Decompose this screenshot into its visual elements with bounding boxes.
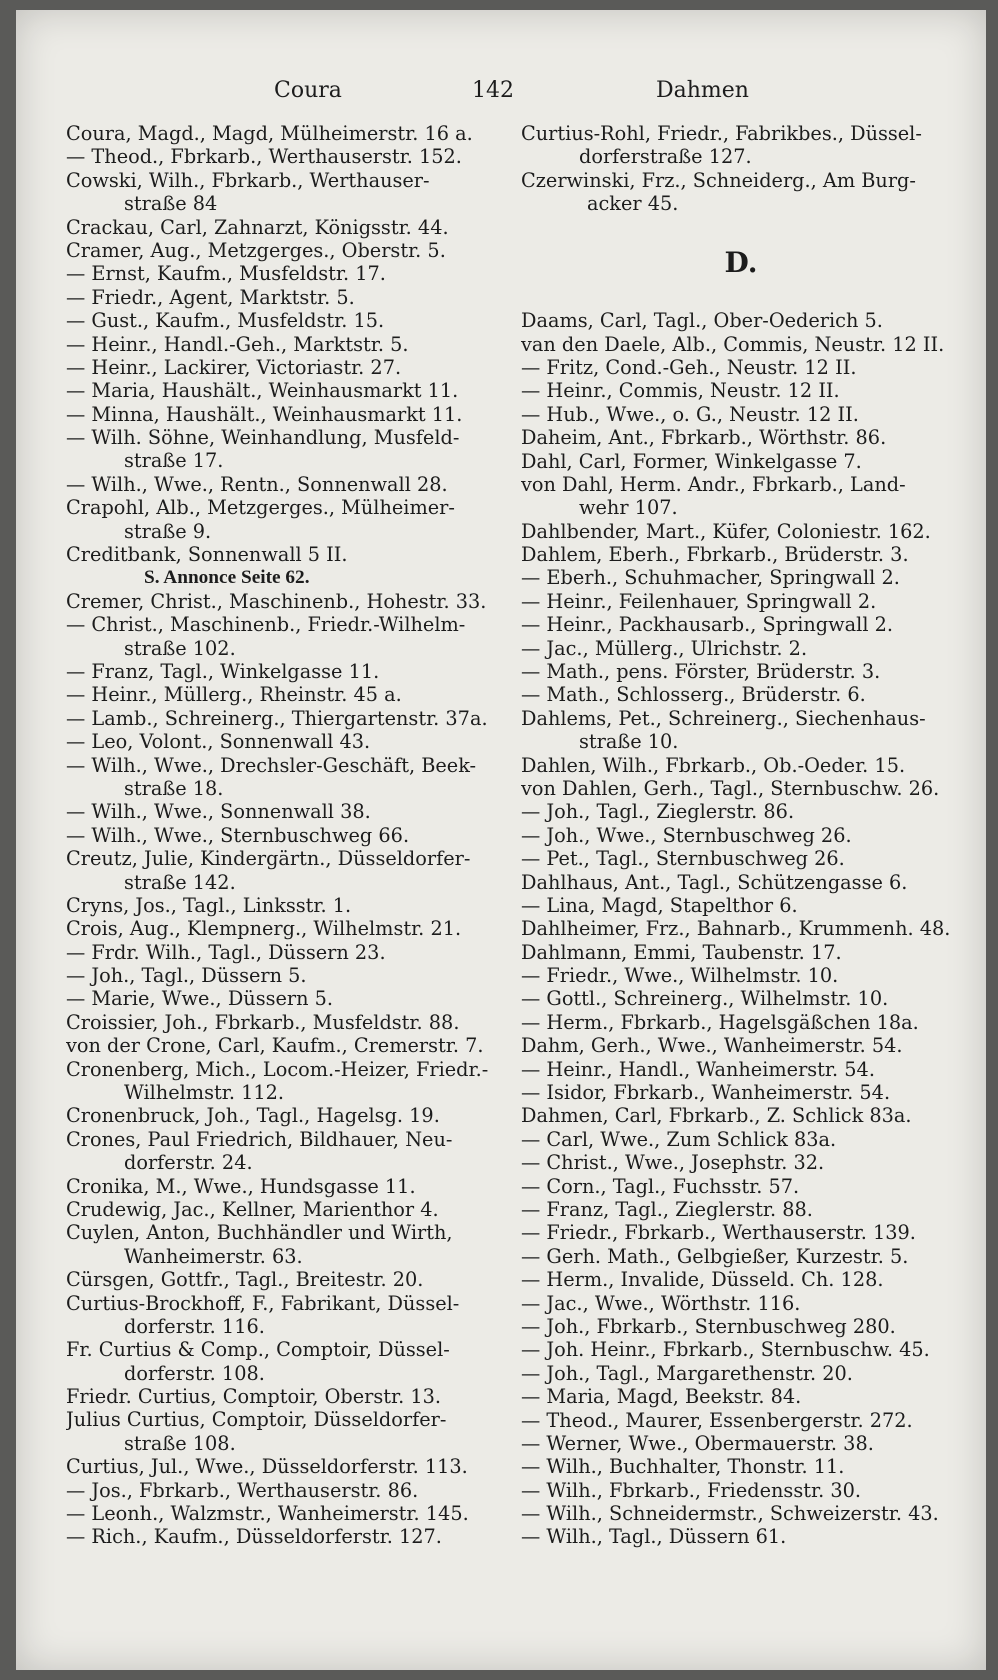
page-header [16,70,986,110]
advertisement-reference: S. Annonce Seite 62. [144,567,310,589]
directory-entry: Dahlen, Wilh., Fbrkarb., Ob.-Oeder. 15. [521,753,906,777]
directory-entry: — Heinr., Müllerg., Rheinstr. 45 a. [66,683,402,707]
directory-entry: — Maria, Magd, Beekstr. 84. [521,1385,802,1409]
directory-entry: Cronenbruck, Joh., Tagl., Hagelsg. 19. [66,1104,440,1128]
directory-entry: Cürsgen, Gottfr., Tagl., Breitestr. 20. [66,1268,424,1292]
directory-entry: — Herm., Invalide, Düsseld. Ch. 128. [521,1268,884,1292]
directory-page [16,10,986,1670]
directory-entry: — Jac., Müllerg., Ulrichstr. 2. [521,636,808,660]
directory-entry: — Theod., Fbrkarb., Werthauserstr. 152. [66,145,462,169]
directory-entry: — Eberh., Schuhmacher, Springwall 2. [521,566,900,590]
directory-entry: — Heinr., Lackirer, Victoriastr. 27. [66,355,402,379]
directory-entry: Friedr. Curtius, Comptoir, Oberstr. 13. [66,1385,442,1409]
directory-entry: van den Daele, Alb., Commis, Neustr. 12 II. [521,332,945,356]
directory-entry: Crackau, Carl, Zahnarzt, Königsstr. 44. [66,215,449,239]
directory-entry: — Heinr., Handl.-Geh., Marktstr. 5. [66,332,409,356]
directory-entry: — Theod., Maurer, Essenbergerstr. 272. [521,1408,913,1432]
directory-entry: — Math., pens. Förster, Brüderstr. 3. [521,660,881,684]
directory-entry: — Wilh., Fbrkarb., Friedensstr. 30. [521,1478,861,1502]
directory-entry: Cronenberg, Mich., Locom.-Heizer, Friedr.- [66,1057,489,1081]
header-left-keyword: Coura [274,78,342,103]
directory-entry: — Christ., Wwe., Josephstr. 32. [521,1151,825,1175]
directory-entry: — Heinr., Feilenhauer, Springwall 2. [521,589,877,613]
entry-continuation: straße 10. [579,730,679,754]
entry-continuation: acker 45. [587,192,679,216]
directory-entry: Cramer, Aug., Metzgerges., Oberstr. 5. [66,238,446,262]
directory-entry: Crapohl, Alb., Metzgerges., Mülheimer- [66,496,455,520]
directory-entry: Curtius-Brockhoff, F., Fabrikant, Düssel- [66,1291,460,1315]
directory-entry: — Heinr., Packhausarb., Springwall 2. [521,613,894,637]
right-column [521,122,961,1549]
directory-entry: — Corn., Tagl., Fuchsstr. 57. [521,1174,800,1198]
directory-entry: Dahlem, Eberh., Fbrkarb., Brüderstr. 3. [521,543,909,567]
directory-entry: — Jac., Wwe., Wörthstr. 116. [521,1291,801,1315]
left-column [66,122,491,1549]
directory-entry: — Gottl., Schreinerg., Wilhelmstr. 10. [521,987,889,1011]
directory-entry: — Wilh., Buchhalter, Thonstr. 11. [521,1455,845,1479]
directory-entry: — Wilh., Wwe., Rentn., Sonnenwall 28. [66,472,448,496]
directory-entry: Creditbank, Sonnenwall 5 II. [66,543,348,567]
entry-continuation: straße 142. [124,870,236,894]
directory-entry: — Werner, Wwe., Obermauerstr. 38. [521,1431,874,1455]
entry-continuation: straße 17. [124,449,224,473]
directory-entry: — Jos., Fbrkarb., Werthauserstr. 86. [66,1478,419,1502]
header-right-keyword: Dahmen [656,78,749,103]
directory-entry: — Friedr., Fbrkarb., Werthauserstr. 139. [521,1221,916,1245]
directory-entry: Dahlems, Pet., Schreinerg., Siechenhaus- [521,706,926,730]
directory-entry: — Joh., Tagl., Zieglerstr. 86. [521,800,795,824]
directory-entry: Curtius-Rohl, Friedr., Fabrikbes., Düssel- [521,122,922,145]
directory-entry: von Dahl, Herm. Andr., Fbrkarb., Land- [521,472,906,496]
directory-entry: — Lamb., Schreinerg., Thiergartenstr. 37a. [66,706,488,730]
directory-entry: Dahlheimer, Frz., Bahnarb., Krummenh. 48. [521,917,951,941]
directory-entry: — Heinr., Handl., Wanheimerstr. 54. [521,1057,875,1081]
directory-entry: — Wilh., Schneidermstr., Schweizerstr. 43. [521,1502,939,1526]
directory-entry: — Ernst, Kaufm., Musfeldstr. 17. [66,262,386,286]
directory-entry: Crones, Paul Friedrich, Bildhauer, Neu- [66,1127,453,1151]
section-letter-heading: D. [724,245,758,279]
directory-entry: — Joh., Tagl., Düssern 5. [66,964,307,988]
entry-continuation: straße 9. [124,519,212,543]
directory-entry: — Math., Schlosserg., Brüderstr. 6. [521,683,866,707]
directory-entry: Dahm, Gerh., Wwe., Wanheimerstr. 54. [521,1034,903,1058]
directory-entry: Cremer, Christ., Maschinenb., Hohestr. 33. [66,589,487,613]
directory-entry: — Fritz, Cond.-Geh., Neustr. 12 II. [521,355,857,379]
directory-entry: — Pet., Tagl., Sternbuschweg 26. [521,847,845,871]
directory-entry: — Maria, Haushält., Weinhausmarkt 11. [66,379,459,403]
directory-entry: Czerwinski, Frz., Schneiderg., Am Burg- [521,168,916,192]
directory-entry: Dahlbender, Mart., Küfer, Coloniestr. 162. [521,519,931,543]
directory-entry: von Dahlen, Gerh., Tagl., Sternbuschw. 26. [521,776,940,800]
directory-entry: — Franz, Tagl., Winkelgasse 11. [66,659,380,683]
directory-entry: — Hub., Wwe., o. G., Neustr. 12 II. [521,402,859,426]
directory-entry: — Joh., Tagl., Margarethenstr. 20. [521,1361,853,1385]
directory-entry: — Friedr., Wwe., Wilhelmstr. 10. [521,964,839,988]
directory-entry: — Heinr., Commis, Neustr. 12 II. [521,379,840,403]
directory-entry: — Carl, Wwe., Zum Schlick 83a. [521,1127,837,1151]
entry-continuation: dorferstr. 108. [124,1361,265,1385]
directory-entry: Cowski, Wilh., Fbrkarb., Werthauser- [66,168,430,192]
directory-entry: Dahl, Carl, Former, Winkelgasse 7. [521,449,862,473]
directory-entry: — Rich., Kaufm., Düsseldorferstr. 127. [66,1525,442,1549]
directory-entry: Daheim, Ant., Fbrkarb., Wörthstr. 86. [521,426,887,450]
directory-entry: Fr. Curtius & Comp., Comptoir, Düssel- [66,1338,450,1362]
directory-entry: — Gust., Kaufm., Musfeldstr. 15. [66,309,385,333]
directory-entry: Crudewig, Jac., Kellner, Marienthor 4. [66,1197,439,1221]
entry-continuation: Wanheimerstr. 63. [124,1244,303,1268]
directory-entry: Dahlmann, Emmi, Taubenstr. 17. [521,940,842,964]
directory-entry: Julius Curtius, Comptoir, Düsseldorfer- [66,1408,447,1432]
directory-entry: — Joh., Wwe., Sternbuschweg 26. [521,823,852,847]
entry-continuation: straße 108. [124,1431,236,1455]
directory-entry: — Friedr., Agent, Marktstr. 5. [66,285,355,309]
page-number: 142 [472,78,514,103]
directory-entry: Coura, Magd., Magd, Mülheimerstr. 16 a. [66,122,473,145]
directory-entry: Croissier, Joh., Fbrkarb., Musfeldstr. 88. [66,1010,460,1034]
entry-continuation: dorferstraße 127. [579,145,752,169]
directory-entry: — Franz, Tagl., Zieglerstr. 88. [521,1198,813,1221]
directory-entry: — Joh., Fbrkarb., Sternbuschweg 280. [521,1314,896,1338]
entry-continuation: straße 18. [124,776,224,800]
directory-entry: — Gerh. Math., Gelbgießer, Kurzestr. 5. [521,1244,909,1268]
directory-entry: — Frdr. Wilh., Tagl., Düssern 23. [66,940,386,964]
entry-continuation: Wilhelmstr. 112. [124,1081,285,1105]
entry-continuation: dorferstr. 24. [124,1151,253,1175]
directory-entry: — Minna, Haushält., Weinhausmarkt 11. [66,402,463,426]
directory-entry: — Lina, Magd, Stapelthor 6. [521,893,798,917]
directory-entry: Creutz, Julie, Kindergärtn., Düsseldorfer- [66,847,471,871]
directory-entry: Cryns, Jos., Tagl., Linksstr. 1. [66,893,352,917]
directory-entry: — Christ., Maschinenb., Friedr.-Wilhelm- [66,613,466,637]
directory-entry: — Wilh., Wwe., Sonnenwall 38. [66,800,371,824]
directory-entry: von der Crone, Carl, Kaufm., Cremerstr. 7. [66,1034,484,1058]
directory-entry: — Leonh., Walzmstr., Wanheimerstr. 145. [66,1502,469,1526]
directory-entry: — Leo, Volont., Sonnenwall 43. [66,730,371,754]
directory-entry: — Wilh. Söhne, Weinhandlung, Musfeld- [66,426,460,450]
directory-entry: Daams, Carl, Tagl., Ober-Oederich 5. [521,309,883,333]
directory-entry: — Wilh., Wwe., Drechsler-Geschäft, Beek- [66,753,477,777]
directory-entry: — Joh. Heinr., Fbrkarb., Sternbuschw. 45. [521,1338,930,1362]
directory-entry: — Wilh., Tagl., Düssern 61. [521,1525,787,1549]
directory-entry: Cronika, M., Wwe., Hundsgasse 11. [66,1174,416,1198]
directory-entry: Cuylen, Anton, Buchhändler und Wirth, [66,1221,453,1245]
directory-entry: — Herm., Fbrkarb., Hagelsgäßchen 18a. [521,1010,919,1034]
directory-entry: — Marie, Wwe., Düssern 5. [66,987,334,1011]
directory-entry: Curtius, Jul., Wwe., Düsseldorferstr. 113. [66,1455,468,1479]
entry-continuation: straße 102. [124,636,236,660]
entry-continuation: dorferstr. 116. [124,1314,265,1338]
directory-entry: — Wilh., Wwe., Sternbuschweg 66. [66,823,410,847]
directory-entry: — Isidor, Fbrkarb., Wanheimerstr. 54. [521,1081,891,1105]
directory-entry: Crois, Aug., Klempnerg., Wilhelmstr. 21. [66,917,462,941]
directory-entry: Dahmen, Carl, Fbrkarb., Z. Schlick 83a. [521,1104,912,1128]
directory-entry: Dahlhaus, Ant., Tagl., Schützengasse 6. [521,870,908,894]
entry-continuation: wehr 107. [579,496,678,520]
entry-continuation: straße 84 [124,192,218,216]
